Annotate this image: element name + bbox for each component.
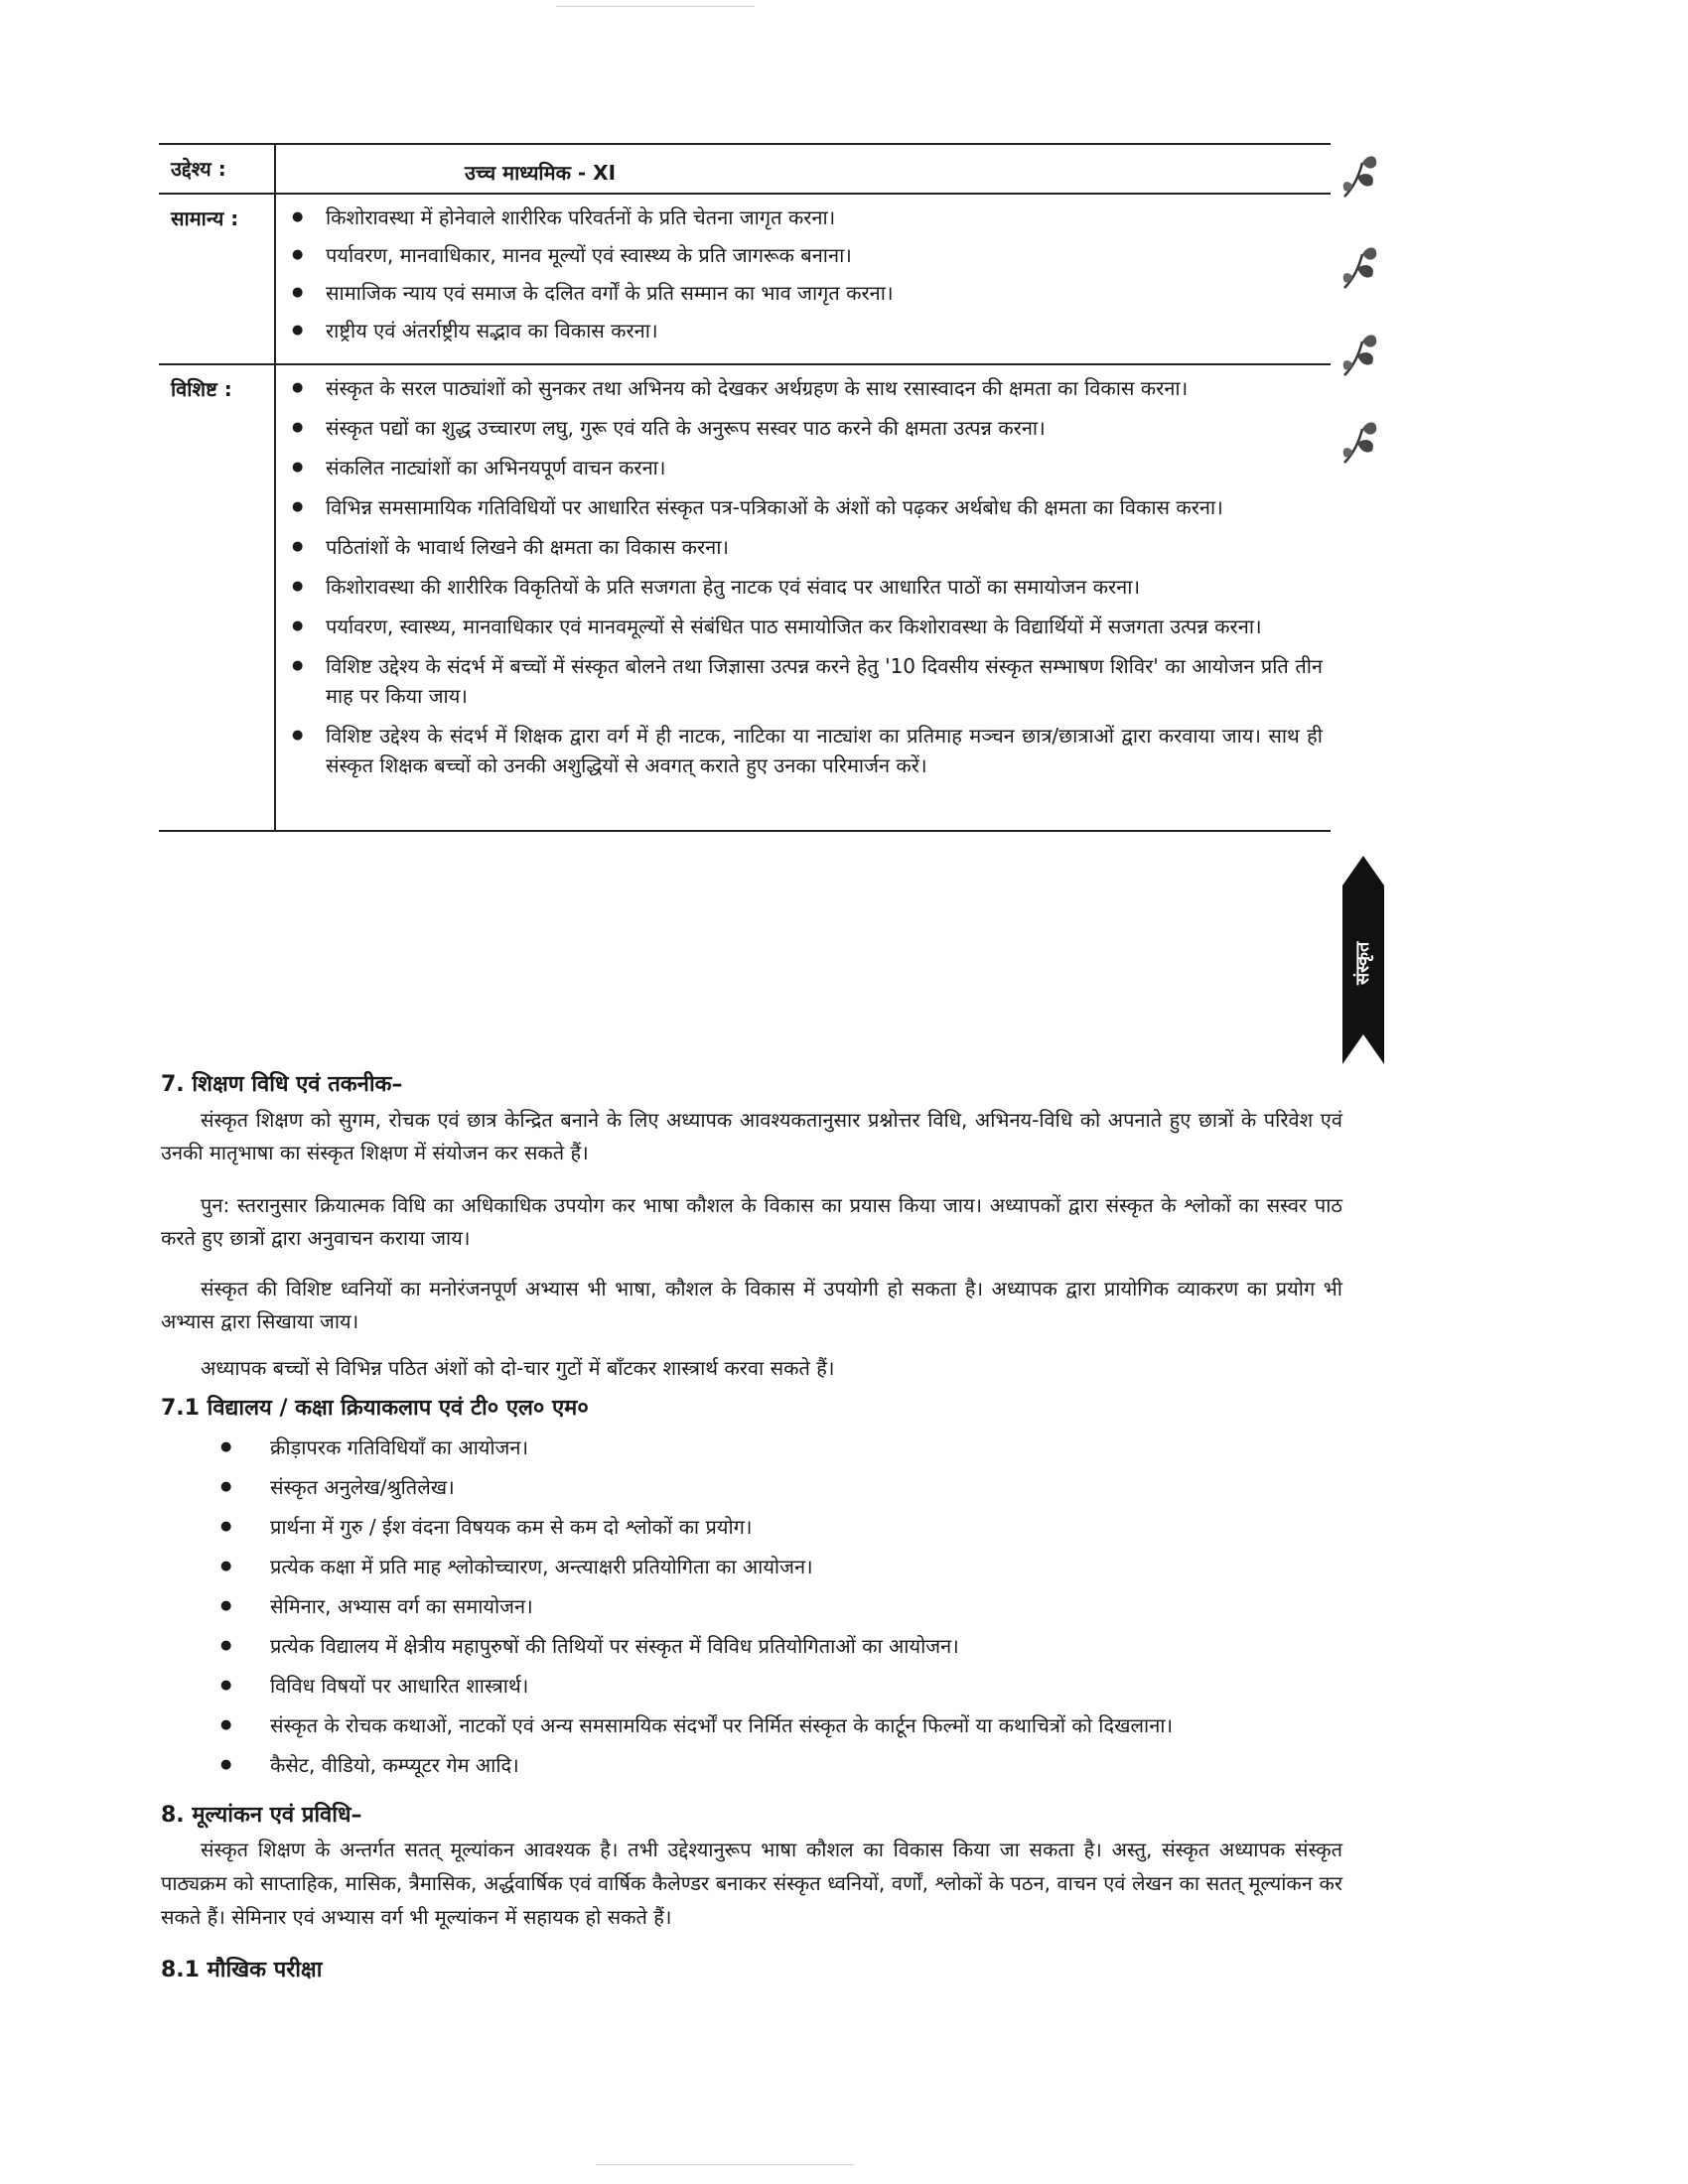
activity-item: ● प्रत्येक विद्यालय में क्षेत्रीय महापुरुषों की तिथियों पर संस्कृत में विविध प्रतियोगिताओं का आयोजन। (220, 1626, 1352, 1666)
objectives-table (159, 143, 1331, 832)
activity-item: ● कैसेट, वीडियो, कम्प्यूटर गेम आदि। (220, 1745, 1352, 1785)
specific-objectives-list (290, 373, 1323, 780)
activity-item: ● क्रीड़ापरक गतिविधियाँ का आयोजन। (220, 1428, 1352, 1467)
general-objectives-row (159, 195, 1331, 365)
activity-item: ● सेमिनार, अभ्यास वर्ग का समायोजन। (220, 1586, 1352, 1626)
activity-item: ● प्रार्थना में गुरु / ईश वंदना विषयक कम से कम दो श्लोकों का प्रयोग। (220, 1507, 1352, 1547)
activity-item: ● संस्कृत अनुलेख/श्रुतिलेख। (220, 1467, 1352, 1507)
section-7-1-heading: 7.1 विद्यालय / कक्षा क्रियाकलाप एवं टी० एल० एम० (161, 1396, 589, 1421)
specific-label: विशिष्ट : (159, 365, 276, 830)
general-objective-item: ● सामाजिक न्याय एवं समाज के दलित वर्गों के प्रति सम्मान का भाव जागृत करना। (290, 278, 1323, 308)
leaf-icon (1338, 149, 1382, 201)
leaf-icon (1338, 328, 1382, 379)
specific-objective-item: ● संकलित नाट्यांशों का अभिनयपूर्ण वाचन करना। (290, 453, 1323, 482)
specific-objective-item: ● विशिष्ट उद्देश्य के संदर्भ में बच्चों में संस्कृत बोलने तथा जिज्ञासा उत्पन्न करने हेतु '10 दिवसीय संस्कृत सम्भाषण शिविर' का आयोजन प्रति तीन माह पर किया जाय। (290, 651, 1323, 711)
class-level-title: उच्च माध्यमिक - XI (465, 161, 617, 185)
objectives-table-header (159, 145, 1331, 195)
leaf-icon (1338, 240, 1382, 292)
section-7-paragraph: अध्यापक बच्चों से विभिन्न पठित अंशों को दो-चार गुटों में बाँटकर शास्त्रार्थ करवा सकते हैं। (201, 1356, 835, 1380)
specific-objective-item: ● संस्कृत पद्यों का शुद्ध उच्चारण लघु, गुरू एवं यति के अनुरूप सस्वर पाठ करने की क्षमता उत्पन्न करना। (290, 413, 1323, 443)
scan-artifact-bottom (596, 2164, 854, 2165)
general-objective-item: ● पर्यावरण, मानवाधिकार, मानव मूल्यों एवं स्वास्थ्य के प्रति जागरूक बनाना। (290, 240, 1323, 270)
general-label: सामान्य : (159, 195, 276, 363)
general-objective-item: ● राष्ट्रीय एवं अंतर्राष्ट्रीय सद्भाव का विकास करना। (290, 316, 1323, 345)
section-7-paragraph: संस्कृत शिक्षण को सुगम, रोचक एवं छात्र केन्द्रित बनाने के लिए अध्यापक आवश्यकतानुसार प्रश्नोत्तर विधि, अभिनय-विधि को अपनाते हुए छात्रों के परिवेश एवं उनकी मातृभाषा का संस्कृत शिक्षण में संयोजन कर सकते हैं। (161, 1108, 1342, 1164)
specific-objective-item: ● किशोरावस्था की शारीरिक विकृतियों के प्रति सजगता हेतु नाटक एवं संवाद पर आधारित पाठों का समायोजन करना। (290, 572, 1323, 602)
activity-item: ● विविध विषयों पर आधारित शास्त्रार्थ। (220, 1666, 1352, 1706)
general-objectives-list (290, 203, 1323, 345)
section-8-heading: 8. मूल्यांकन एवं प्रविधि– (161, 1803, 362, 1828)
specific-objective-item: ● पठितांशों के भावार्थ लिखने की क्षमता का विकास करना। (290, 532, 1323, 562)
activity-item: ● संस्कृत के रोचक कथाओं, नाटकों एवं अन्य समसामयिक संदर्भों पर निर्मित संस्कृत के कार्टून फिल्मों या कथाचित्रों को दिखलाना। (220, 1706, 1352, 1745)
general-objective-item: ● किशोरावस्था में होनेवाले शारीरिक परिवर्तनों के प्रति चेतना जागृत करना। (290, 203, 1323, 232)
specific-objective-item: ● विशिष्ट उद्देश्य के संदर्भ में शिक्षक द्वारा वर्ग में ही नाटक, नाटिका या नाट्यांश का प्रतिमाह मञ्चन छात्र/छात्राओं द्वारा करवाया जाय। साथ ही संस्कृत शिक्षक बच्चों को उनकी अशुद्धियों से अवगत् कराते हुए उनका परिमार्जन करें। (290, 721, 1323, 780)
specific-objective-item: ● पर्यावरण, स्वास्थ्य, मानवाधिकार एवं मानवमूल्यों से संबंधित पाठ समायोजित कर किशोरावस्था के विद्यार्थियों में सजगता उत्पन्न करना। (290, 612, 1323, 641)
activity-item: ● प्रत्येक कक्षा में प्रति माह श्लोकोच्चारण, अन्त्याक्षरी प्रतियोगिता का आयोजन। (220, 1547, 1352, 1586)
specific-objectives-row (159, 365, 1331, 830)
section-7-paragraph: संस्कृत की विशिष्ट ध्वनियों का मनोरंजनपूर्ण अभ्यास भी भाषा, कौशल के विकास में उपयोगी हो सकता है। अध्यापक द्वारा प्रायोगिक व्याकरण का प्रयोग भी अभ्यास द्वारा सिखाया जाय। (161, 1277, 1342, 1333)
specific-objective-item: ● विभिन्न समसामायिक गतिविधियों पर आधारित संस्कृत पत्र-पत्रिकाओं के अंशों को पढ़कर अर्थबोध की क्षमता का विकास करना। (290, 492, 1323, 522)
objectives-label: उद्देश्य : (159, 145, 276, 193)
scan-artifact-top (556, 6, 755, 7)
section-7-heading: 7. शिक्षण विधि एवं तकनीक– (161, 1072, 403, 1097)
section-8-1-heading: 8.1 मौखिक परीक्षा (161, 1958, 323, 1982)
specific-objective-item: ● संस्कृत के सरल पाठ्यांशों को सुनकर तथा अभिनय को देखकर अर्थग्रहण के साथ रसास्वादन की क्षमता का विकास करना। (290, 373, 1323, 403)
section-8-paragraph: संस्कृत शिक्षण के अन्तर्गत सतत् मूल्यांकन आवश्यक है। तभी उद्देश्यानुरूप भाषा कौशल का विकास किया जा सकता है। अस्तु, संस्कृत अध्यापक संस्कृत पाठ्यक्रम को साप्ताहिक, मासिक, त्रैमासिक, अर्द्धवार्षिक एवं वार्षिक कैलेण्डर बनाकर संस्कृत ध्वनियों, वर्णों, श्लोकों के पठन, वाचन एवं लेखन का सतत् मूल्यांकन कर सकते हैं। सेमिनार एवं अभ्यास वर्ग भी मूल्यांकन में सहायक हो सकते हैं। (161, 1838, 1342, 1929)
leaf-icon (1338, 415, 1382, 467)
section-7-paragraph: पुन: स्तरानुसार क्रियात्मक विधि का अधिकाधिक उपयोग कर भाषा कौशल के विकास का प्रयास किया जाय। अध्यापकों द्वारा संस्कृत के श्लोकों का सस्वर पाठ करते हुए छात्रों द्वारा अनुवाचन कराया जाय। (161, 1193, 1342, 1250)
section-tab-label: संस्कृत (1352, 941, 1373, 985)
activities-list (220, 1428, 1352, 1785)
